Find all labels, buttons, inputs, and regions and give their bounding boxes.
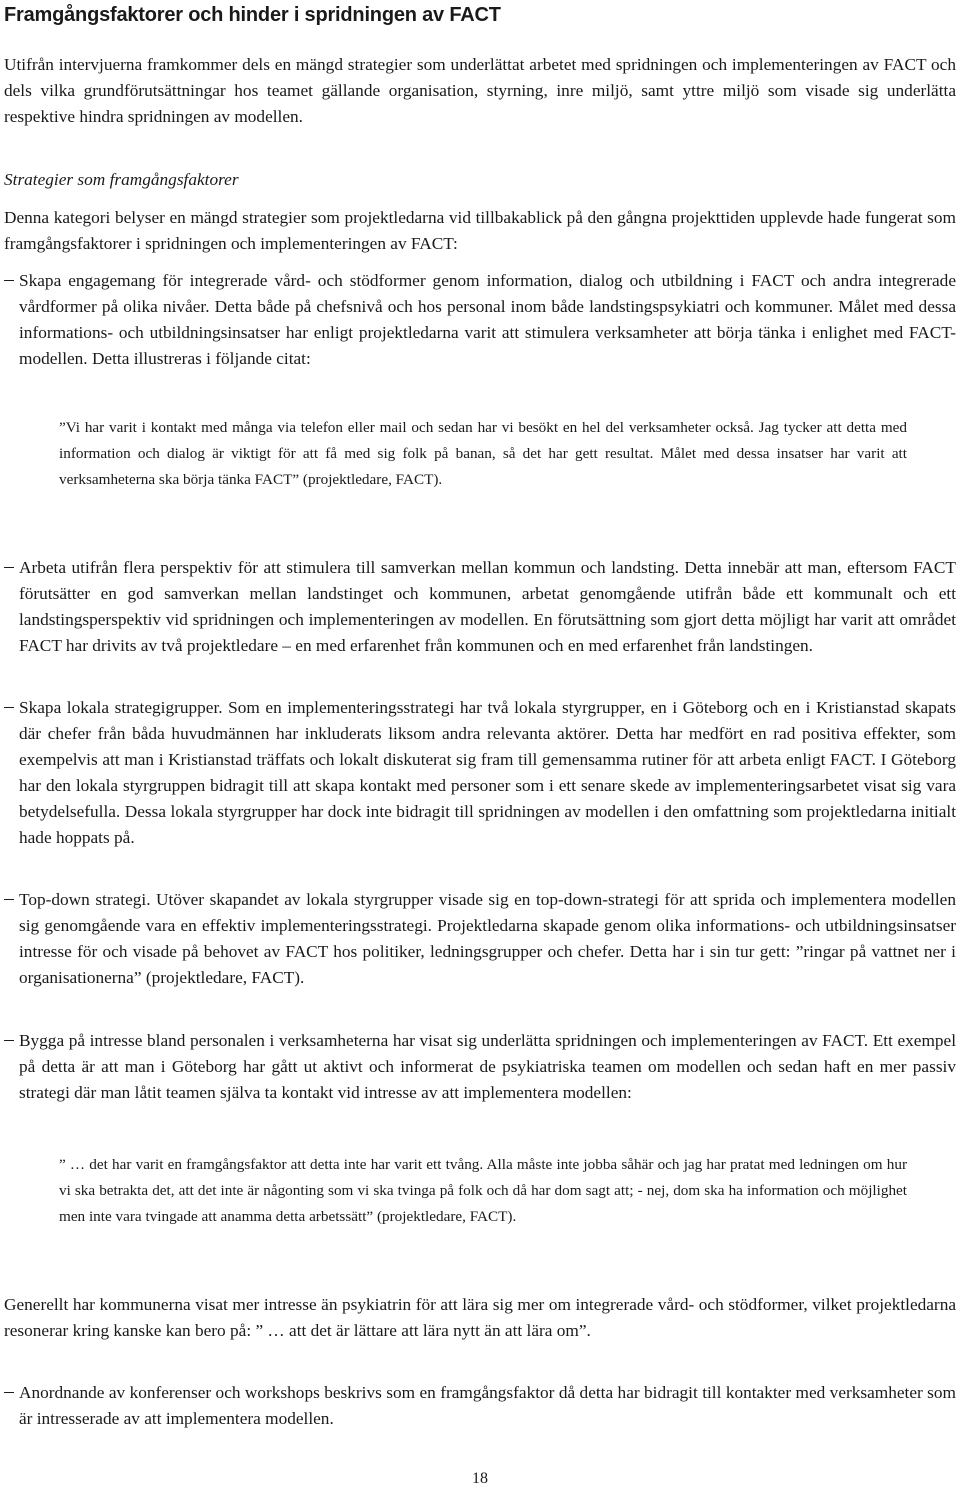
bullet-text: Bygga på intresse bland personalen i verksamheterna har visat sig underlätta spridningen och implementeringen av FACT. Ett exempel på detta är att man i Göteborg har gått ut aktivt och informerat de psykiatriska teamen om modellen och sedan haft en mer passiv strategi där man låtit teamen själva ta kontakt vid intresse av att implementera modellen:	[19, 1031, 956, 1102]
category-intro-paragraph: Denna kategori belyser en mängd strategier som projektledarna vid tillbakablick på den gångna projekttiden upplevde hade fungerat som framgångsfaktorer i spridningen och implementeringen av FACT:	[4, 208, 956, 253]
bullet-text: Skapa engagemang för integrerade vård- och stödformer genom information, dialog och utbildning i FACT och andra integrerade vårdformer på olika nivåer. Detta både på chefsnivå och hos personal inom både landstingspsykiatri och kommuner. Målet med dessa informations- och utbildningsinsatser har enligt projektledarna varit att stimulera verksamheter att börja tänka i enlighet med FACT-modellen. Detta illustreras i följande citat:	[19, 271, 956, 368]
quote-block: ” … det har varit en framgångsfaktor att detta inte har varit ett tvång. Alla måste inte jobba såhär och jag har pratat med ledningen om hur vi ska betrakta det, att det inte är någonting som vi ska tvinga på folk och då har dom sagt att; - nej, dom ska ha information och möjlighet men inte vara tvingade att anamma detta arbetssätt” (projektledare, FACT).	[59, 1156, 907, 1225]
bullet-item	[4, 555, 956, 659]
dash-marker	[4, 707, 14, 708]
dash-marker	[4, 1392, 14, 1393]
quote-block: ”Vi har varit i kontakt med många via telefon eller mail och sedan har vi besökt en hel del verksamheter också. Jag tycker att detta med information och dialog är viktigt för att få med sig folk på banan, så det har gett resultat. Målet med dessa insatser har varit att verksamheterna ska börja tänka FACT” (projektledare, FACT).	[59, 419, 907, 488]
bullet-item	[4, 1028, 956, 1106]
intro-paragraph: Utifrån intervjuerna framkommer dels en mängd strategier som underlättat arbetet med spridningen och implementeringen av FACT och dels vilka grundförutsättningar hos teamet gällande organisation, styrning, inre miljö, samt yttre miljö som visade sig underlätta respektive hindra spridningen av modellen.	[4, 55, 956, 126]
dash-marker	[4, 280, 14, 281]
dash-marker	[4, 899, 14, 900]
bullet-item	[4, 695, 956, 851]
bullet-item	[4, 268, 956, 372]
dash-marker	[4, 1040, 14, 1041]
dash-marker	[4, 567, 14, 568]
bullet-text: Top-down strategi. Utöver skapandet av lokala styrgrupper visade sig en top-down-strategi för att sprida och implementera modellen sig genomgående vara en effektiv implementeringsstrategi. Projektledarna skapade genom olika informations- och utbildningsinsatser intresse för och visade på behovet av FACT hos politiker, ledningsgrupper och chefer. Detta har i sin tur gett: ”ringar på vattnet ner i organisationerna” (projektledare, FACT).	[19, 890, 956, 987]
section-heading: Framgångsfaktorer och hinder i spridningen av FACT	[4, 4, 501, 26]
closing-paragraph: Generellt har kommunerna visat mer intresse än psykiatrin för att lära sig mer om integrerade vård- och stödformer, vilket projektledarna resonerar kring kanske kan bero på: ” … att det är lättare att lära nytt än att lära om”.	[4, 1295, 956, 1340]
page-number: 18	[472, 1470, 488, 1487]
bullet-item	[4, 1380, 956, 1432]
bullet-text: Anordnande av konferenser och workshops beskrivs som en framgångsfaktor då detta har bidragit till kontakter med verksamheter som är intresserade av att implementera modellen.	[19, 1383, 956, 1428]
bullet-text: Skapa lokala strategigrupper. Som en implementeringsstrategi har två lokala styrgrupper, en i Göteborg och en i Kristianstad skapats där chefer från båda huvudmännen har inkluderats liksom andra relevanta aktörer. Detta har medfört en rad positiva effekter, som exempelvis att man i Kristianstad träffats och lokalt diskuterat sig fram till gemensamma rutiner för att arbeta enligt FACT. I Göteborg har den lokala styrgruppen bidragit till att skapa kontakt med personer som i ett senare skede av implementeringsarbetet visat sig vara betydelsefulla. Dessa lokala styrgrupper har dock inte bidragit till spridningen av modellen i den omfattning som projektledarna initialt hade hoppats på.	[19, 698, 956, 847]
bullet-item	[4, 887, 956, 991]
subheading: Strategier som framgångsfaktorer	[4, 170, 239, 189]
bullet-text: Arbeta utifrån flera perspektiv för att stimulera till samverkan mellan kommun och landsting. Detta innebär att man, eftersom FACT förutsätter en god samverkan mellan landstinget och kommunen, arbetat genomgående utifrån både ett kommunalt och ett landstingsperspektiv vid spridningen och implementeringen av modellen. En förutsättning som gjort detta möjligt har varit att området FACT har drivits av två projektledare – en med erfarenhet från kommunen och en med erfarenhet från landstingen.	[19, 558, 956, 655]
